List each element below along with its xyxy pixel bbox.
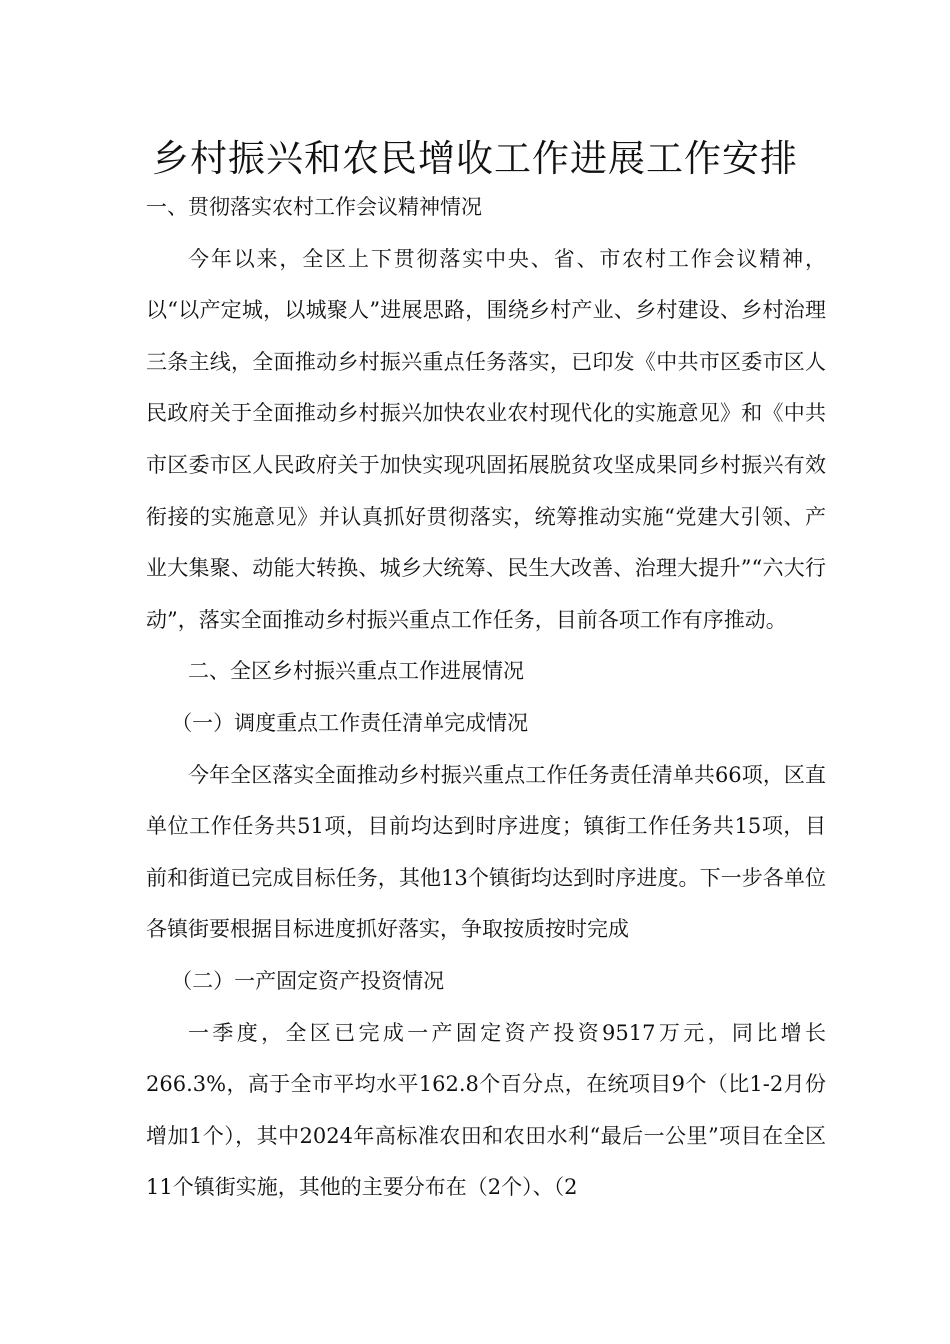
document-title: 乡村振兴和农民增收工作进展工作安排 [152,137,798,180]
paragraph-1: 今年以来，全区上下贯彻落实中央、省、市农村工作会议精神，以“以产定城，以城聚人”进展思路，围绕乡村产业、乡村建设、乡村治理三条主线，全面推动乡村振兴重点任务落实，已印发《中共市区委市区人民政府关于全面推动乡村振兴加快农业农村现代化的实施意见》和《中共市区委市区人民政府关于加快实现巩固拓展脱贫攻坚成果同乡村振兴有效衔接的实施意见》并认真抓好贯彻落实，统筹推动实施“党建大引领、产业大集聚、动能大转换、城乡大统筹、民生大改善、治理大提升”“六大行动”，落实全面推动乡村振兴重点工作任务，目前各项工作有序推动。 [146,246,826,632]
paragraph-3: 一季度，全区已完成一产固定资产投资9517万元，同比增长266.3%，高于全市平均水平162.8个百分点，在统项目9个（比1-2月份增加1个），其中2024年高标准农田和农田水利“最后一公里”项目在全区11个镇街实施，其他的主要分布在（2个）、（2 [146,1020,826,1200]
document-body [146,182,826,1214]
section-heading-2: 二、全区乡村振兴重点工作进展情况 [188,659,524,684]
subsection-heading-1: （一）调度重点工作责任清单完成情况 [171,710,529,735]
section-heading-1: 一、贯彻落实农村工作会议精神情况 [146,195,482,219]
paragraph-2: 今年全区落实全面推动乡村振兴重点工作任务责任清单共66项，区直单位工作任务共51项，目前均达到时序进度；镇街工作任务共15项，目前和街道已完成目标任务，其他13个镇街均达到时序进度。下一步各单位各镇街要根据目标进度抓好落实，争取按质按时完成 [146,762,826,942]
subsection-heading-2: （二）一产固定资产投资情况 [171,968,445,993]
